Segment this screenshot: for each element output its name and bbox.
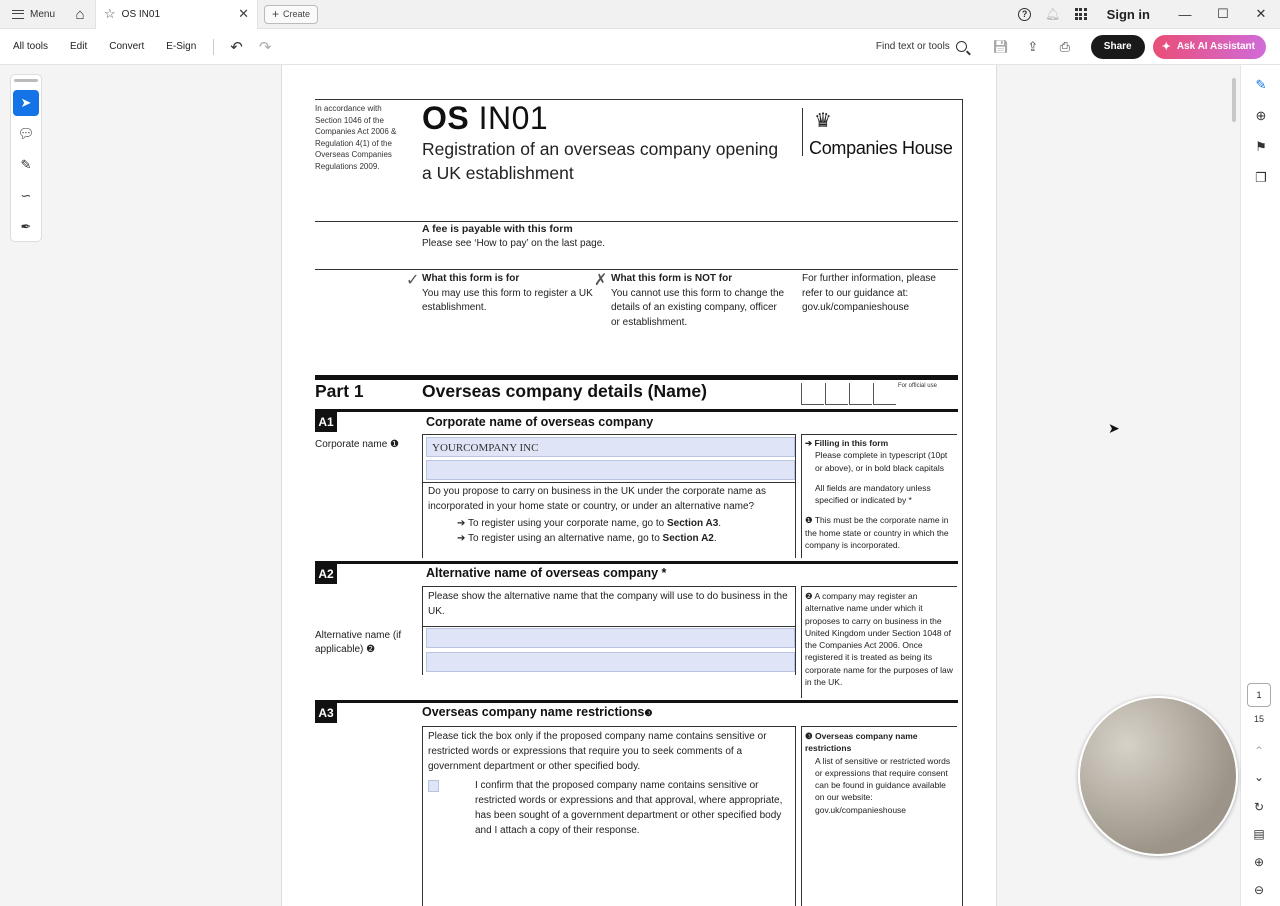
help-icon: ? — [1018, 8, 1031, 21]
page-frame-right — [962, 99, 963, 906]
rail-grip[interactable] — [14, 79, 38, 82]
print-icon[interactable]: ⎙ — [1059, 38, 1070, 54]
sign-pen-icon[interactable]: ✒ — [20, 219, 32, 234]
total-pages: 15 — [1253, 714, 1264, 724]
ai-assistant-icon: ✦ — [1161, 41, 1171, 53]
a1-option-1: ➔ To register using your corporate name, go to Section A3. — [457, 518, 722, 529]
find-label: Find text or tools — [875, 41, 950, 52]
plus-icon: + — [272, 7, 280, 21]
section-title-a1: Corporate name of overseas company — [426, 415, 654, 429]
divider — [422, 482, 796, 483]
further-info: For further information, please refer to our guidance at: gov.uk/companieshouse — [802, 273, 936, 313]
a3-confirmation: I confirm that the proposed company name contains sensitive or restricted words or expressions and that approval, where appropriate, has been sought of a government department or other specified body and I attach a copy of their response. — [475, 780, 783, 836]
redo-icon[interactable]: ↷ — [258, 38, 272, 56]
menu-label: Menu — [30, 8, 56, 20]
corporate-name-field-2[interactable] — [426, 460, 795, 480]
form-purpose: What this form is for You may use this form to register a UK establishment. — [422, 273, 593, 313]
comment-tool-icon[interactable]: 💬︎ — [17, 126, 35, 141]
zoom-out-icon[interactable]: ⊖ — [1253, 883, 1265, 897]
ai-summary-icon[interactable]: ✎ — [1255, 76, 1267, 92]
upload-cloud-icon[interactable]: ⇪ — [1027, 38, 1039, 54]
comments-panel-icon[interactable]: ⊕ — [1255, 107, 1267, 123]
close-tab-icon[interactable]: ✕ — [238, 6, 250, 21]
section-title-a3: Overseas company name restrictions❸ — [422, 705, 653, 719]
a1-option-2: ➔ To register using an alternative name, go to Section A2. — [457, 533, 717, 544]
official-use-label: For official use — [898, 383, 937, 389]
part-title: Overseas company details (Name) — [422, 381, 707, 401]
next-page-icon[interactable]: ⌄ — [1253, 770, 1265, 784]
freehand-draw-icon[interactable]: ∽ — [20, 188, 32, 203]
menu-button[interactable] — [0, 0, 65, 29]
search-icon — [956, 41, 967, 52]
alternative-name-field-2[interactable] — [426, 652, 795, 672]
form-code: OS IN01 — [422, 100, 549, 136]
part-divider — [315, 375, 958, 380]
official-use-boxes — [801, 383, 897, 405]
section-badge-a2: A2 — [315, 564, 337, 584]
edit-button[interactable]: Edit — [70, 41, 88, 52]
page-frame-top — [315, 99, 963, 100]
current-page-input[interactable]: 1 — [1247, 683, 1271, 707]
find-tools-button[interactable] — [876, 41, 967, 52]
legal-reference: In accordance with Section 1046 of the Companies Act 2006 & Regulation 4(1) of the Overseas Companies Regulations 2009. — [315, 104, 397, 171]
apps-button[interactable] — [1070, 3, 1092, 25]
divider — [315, 221, 958, 222]
document-viewport[interactable] — [52, 65, 1240, 906]
bookmarks-icon[interactable]: ⚑ — [1255, 138, 1267, 154]
esign-button[interactable]: E-Sign — [166, 41, 197, 52]
fee-title: A fee is payable with this form — [422, 223, 573, 235]
section-divider — [315, 409, 958, 412]
create-label: Create — [283, 9, 311, 19]
section-title-a2: Alternative name of overseas company * — [426, 566, 667, 580]
save-icon[interactable]: 💾︎ — [992, 38, 1010, 54]
vertical-scrollbar[interactable] — [1232, 78, 1236, 122]
a1-side-notes: ➔ Filling in this form Please complete in typescript (10pt or above), or in bold black capitals All fields are mandatory unless specified or indicated by * ❶ This must be the corporate name in the home state or country in which the company is incorporated. — [805, 438, 949, 551]
name-restriction-checkbox[interactable] — [428, 780, 439, 792]
tab-bar — [0, 0, 1280, 29]
section-divider — [315, 700, 958, 703]
minimize-icon[interactable]: — — [1178, 6, 1192, 22]
toolbar-divider — [213, 39, 214, 55]
help-button[interactable] — [1014, 3, 1036, 25]
hamburger-icon — [12, 10, 24, 19]
tab-title: OS IN01 — [121, 8, 161, 20]
divider — [422, 434, 796, 435]
undo-icon[interactable]: ↶ — [230, 38, 243, 56]
a3-side-notes: ❸ Overseas company name restrictions A list of sensitive or restricted words or expressions that require consent can be found in guidance available on our website: gov.uk/companieshouse — [805, 731, 951, 815]
companies-house-logo: ♛ Companies House — [802, 108, 953, 159]
alternative-name-field-1[interactable] — [426, 628, 795, 648]
webcam-overlay — [1078, 696, 1238, 856]
highlight-pen-icon[interactable]: ✎ — [20, 157, 32, 172]
corporate-name-label: Corporate name ❶ — [315, 439, 400, 450]
mouse-cursor-icon: ➤ — [1108, 420, 1120, 436]
share-button[interactable]: Share — [1091, 35, 1145, 59]
divider — [422, 726, 796, 727]
quick-tools-rail — [10, 74, 42, 242]
convert-button[interactable]: Convert — [109, 41, 145, 52]
royal-crest-icon: ♛ — [814, 110, 832, 132]
ai-assistant-label: Ask AI Assistant — [1176, 41, 1255, 52]
a3-description: Please tick the box only if the proposed company name contains sensitive or restricted words or expressions that require you to seek comments of a government department or other specified body. — [428, 731, 767, 772]
divider — [422, 626, 796, 627]
cross-icon: ✗ — [594, 272, 608, 289]
page-fit-icon[interactable]: ▤ — [1253, 827, 1265, 841]
a1-question: Do you propose to carry on business in the UK under the corporate name as incorporated in your home state or country, or under an alternative name? — [428, 486, 766, 512]
section-divider — [315, 561, 958, 564]
main-toolbar — [0, 29, 1280, 65]
corporate-name-field-1[interactable]: YOURCOMPANY INC — [426, 437, 795, 457]
star-icon[interactable]: ☆ — [104, 6, 116, 21]
section-badge-a1: A1 — [315, 412, 337, 432]
maximize-icon[interactable]: ☐ — [1217, 6, 1229, 21]
select-tool-icon[interactable]: ➤ — [13, 90, 39, 116]
note-2-icon: ❷ — [366, 644, 376, 655]
note-1-icon: ❶ — [390, 439, 400, 450]
all-tools-button[interactable]: All tools — [13, 41, 49, 52]
form-title: Registration of an overseas company opening a UK establishment — [422, 139, 779, 183]
home-icon: ⌂ — [75, 5, 85, 23]
home-button[interactable] — [65, 0, 95, 29]
notifications-icon[interactable]: 🔔︎ — [1045, 7, 1061, 21]
a2-side-notes: ❷ A company may register an alternative name under which it proposes to carry on business in the United Kingdom under Section 1048 of the Companies Act 2006. Once registered it is treated as being its corporate name for the purposes of law in the UK. — [805, 591, 953, 688]
previous-page-icon[interactable]: ⌃ — [1253, 744, 1265, 758]
section-badge-a3: A3 — [315, 703, 337, 723]
a2-description: Please show the alternative name that the company will use to do business in the UK. — [428, 591, 788, 617]
ai-assistant-button[interactable] — [1153, 35, 1266, 59]
checkmark-icon: ✓ — [406, 272, 420, 289]
part-label: Part 1 — [315, 381, 364, 401]
create-button[interactable] — [264, 5, 318, 24]
page-thumbnails-icon[interactable]: ❐ — [1255, 169, 1267, 185]
form-not-purpose: What this form is NOT for You cannot use this form to change the details of an existing company, officer or establishment. — [611, 273, 785, 328]
apps-grid-icon — [1075, 8, 1087, 20]
zoom-in-icon[interactable]: ⊕ — [1253, 855, 1265, 869]
pdf-page — [281, 65, 997, 906]
rotate-icon[interactable]: ↻ — [1253, 800, 1265, 814]
divider — [422, 586, 796, 587]
alternative-name-label: Alternative name (if applicable) ❷ — [315, 630, 402, 655]
document-tab[interactable] — [95, 0, 258, 29]
close-window-icon[interactable]: ✕ — [1255, 6, 1267, 21]
sign-in-link[interactable]: Sign in — [1106, 6, 1150, 22]
fee-description: Please see ‘How to pay’ on the last page. — [422, 238, 606, 249]
